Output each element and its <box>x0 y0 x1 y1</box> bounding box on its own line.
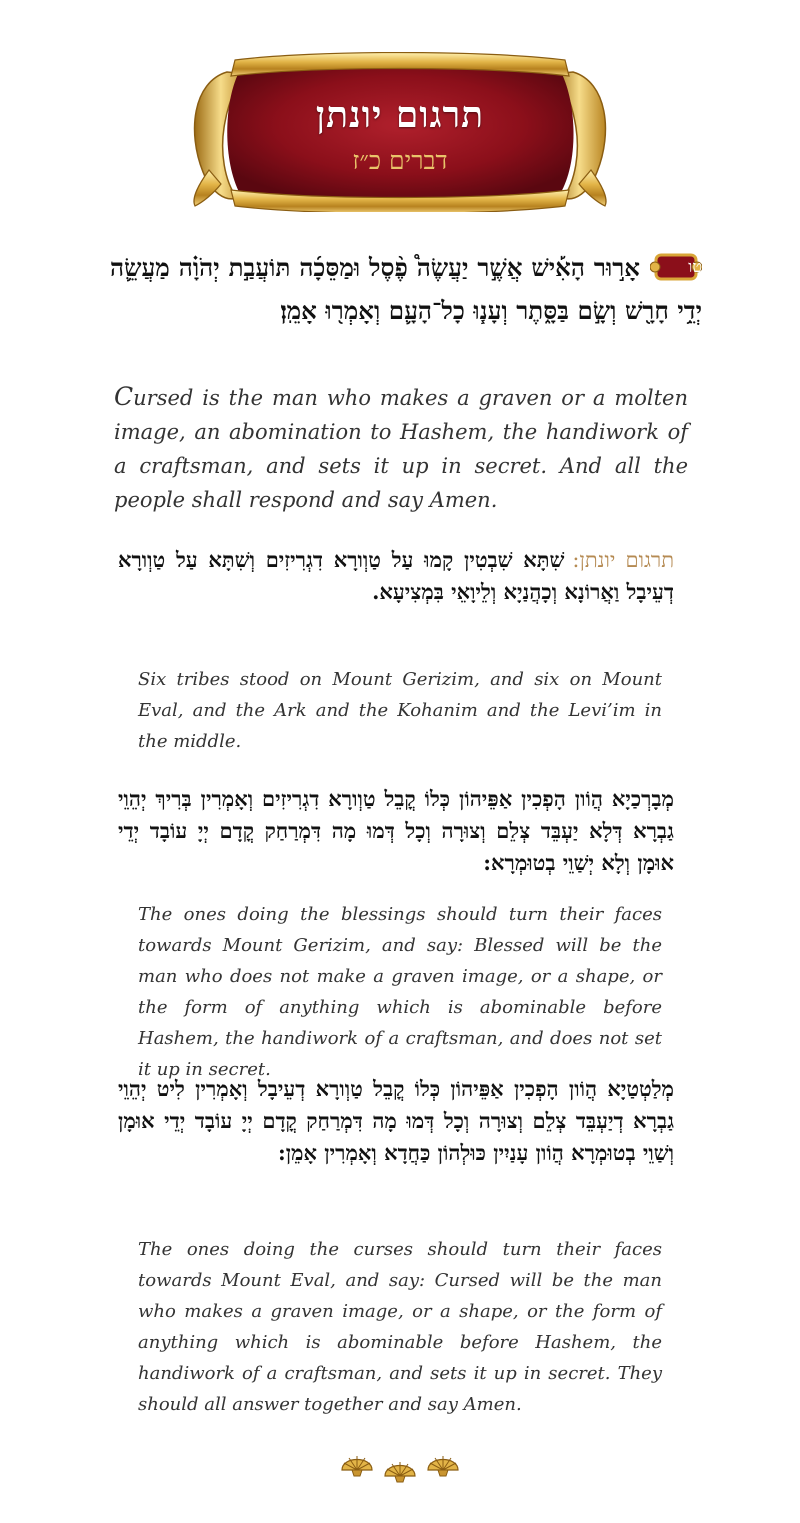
shell-icon <box>383 1454 417 1484</box>
targum-english-3: The ones doing the curses should turn their faces towards Mount Eval, and say: Cursed will be the man who makes a graven image, or a shape, or the form of anything which is abominable before Hashem, the handiwork of a craftsman, and sets it up in secret. They should all answer together and say Amen. <box>138 1239 662 1415</box>
verse-number-badge <box>650 251 702 283</box>
banner-title: תרגום יונתן <box>315 94 485 136</box>
targum-hebrew-3: מְלַטְטַיָא הֲוֹון הָפְכִין אַפֵּיהוֹן כְּלוֹ קֳבֵל טַוְורָא דְעֵיבָל וְאָמְרִין לִיט יְהֵוֵי גַבְרָא דְיַעְבֵּד צְלֵם וְצוּרָה וְכָל דְּמוּ מָה דִּמְרַחַק קֳדָם יְיָ עוֹבָד יְדֵי אוּמָן וְשַׁוֵי בְטוּמְרָא הֲוֹון עָנַיִין כּוּלְהוֹן כַּחֲדָא וְאָמְרִין אָמֵן: <box>118 1076 674 1165</box>
title-banner <box>185 52 615 212</box>
targum-label: תרגום יונתן: <box>572 548 675 572</box>
targum-hebrew-2: מְבָרְכַיָא הֲוֹון הָפְכִין אַפֵּיהוֹן כְּלוֹ קֳבֵל טַוְורָא דִגְרִיזִים וְאָמְרִין בְּרִיךְ יְהֵוֵי גַבְרָא דְּלָא יַעְבֵּד צְלֵם וְצוּרָה וְכָל דְּמוּ מָה דִּמְרַחַק קֳדָם יְיָ עוֹבָד יְדֵי אוּמָן וְלָא יְשַׁוֵי בְטוּמְרָא: <box>118 786 674 875</box>
verse-hebrew-text: אָר֣וּר הָאִ֡ישׁ אֲשֶׁ֣ר יַעֲשֶׂה֩ פֶ֨סֶל וּמַסֵּכָ֜ה תּוֹעֲבַ֣ת יְהֹוָ֗ה מַעֲשֵׂ֛ה יְדֵ֥י חָרָ֖שׁ וְשָׂ֣ם בַּסָּ֑תֶר וְעָנ֧וּ כָל־הָעָ֛ם וְאָמְר֖וּ אָמֵֽן׃ <box>110 253 702 325</box>
targum-hebrew-1 <box>118 544 674 608</box>
shell-icon <box>340 1448 374 1478</box>
verse-english-text: ursed is the man who makes a graven or a molten image, an abomination to Hashem, the handiwork of a craftsman, and sets it up in secret. And all the people shall respond and say Amen. <box>114 386 688 512</box>
banner-subtitle: דברים כ״ז <box>352 146 448 175</box>
shell-icon <box>426 1448 460 1478</box>
verse-english <box>114 380 688 517</box>
targum-hebrew-text-1: שִׁתָּא שִׁבְטִין קָמוּ עַל טַוְורָא דִגְרִיזִים וְשִׁתָּא עַל טַוְורָא דְעֵיבָל וַאֲרוֹנָא וְכָהֲנַיָא וְלֵיוָאֵי בִּמְצִיעָא. <box>118 547 674 604</box>
verse-english-initial: C <box>114 382 134 411</box>
verse-hebrew <box>110 246 702 332</box>
targum-english-1: Six tribes stood on Mount Gerizim, and six on Mount Eval, and the Ark and the Kohanim and the Levi’im in the middle. <box>138 669 662 752</box>
verse-number: טו <box>688 256 702 276</box>
targum-english-2: The ones doing the blessings should turn their faces towards Mount Gerizim, and say: Blessed will be the man who does not make a graven image, or a shape, or the form of anything which is abominable before Hashem, the handiwork of a craftsman, and does not set it up in secret. <box>138 904 662 1080</box>
footer-shells <box>340 1448 460 1486</box>
